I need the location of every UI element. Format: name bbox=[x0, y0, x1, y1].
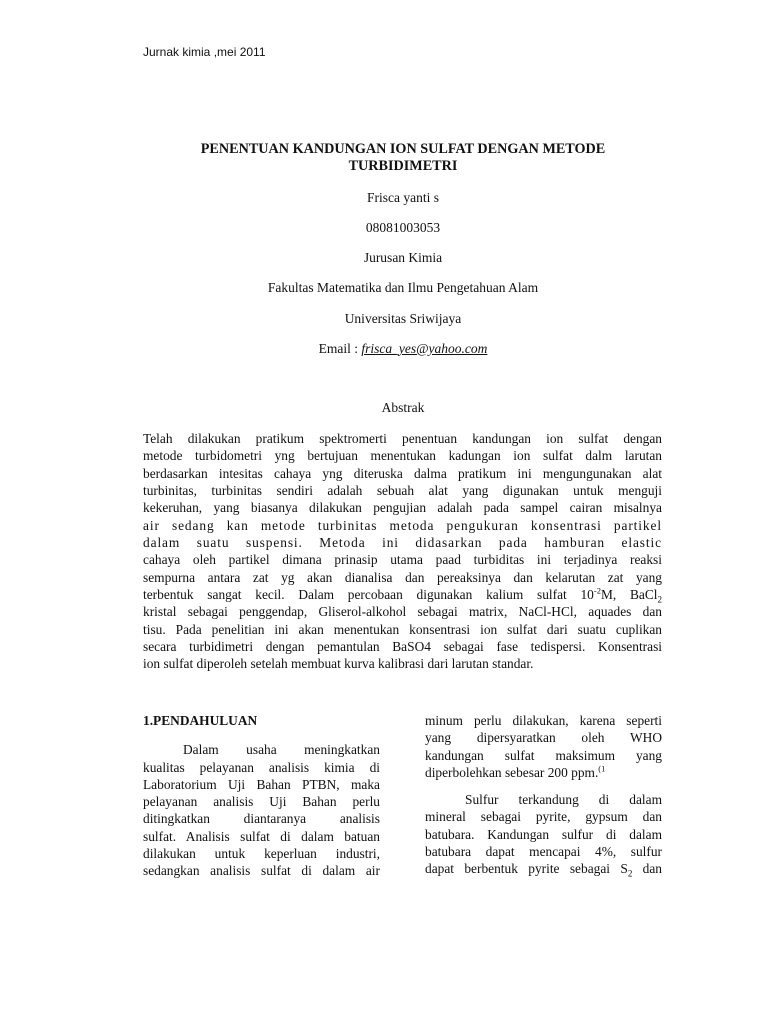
body-line-text: dapat berbentuk pyrite sebagai S bbox=[425, 861, 628, 877]
abstract-line: Telah dilakukan pratikum spektromerti penentuan kandungan ion sulfat dengan bbox=[143, 431, 662, 446]
abstract-line: berdasarkan intesitas cahaya yng diteruska dalma pratikum ini mengungunakan alat bbox=[143, 465, 662, 481]
abstract-body bbox=[143, 430, 662, 673]
abstract-line-text: terbentuk sangat kecil. Dalam percobaan digunakan kalium sulfat 10 bbox=[143, 587, 594, 603]
body-line bbox=[425, 764, 662, 781]
abstract-line bbox=[143, 586, 662, 603]
email-label: Email : bbox=[318, 341, 362, 356]
paper-title bbox=[143, 141, 663, 175]
email-link[interactable]: frisca_yes@yahoo.com bbox=[361, 341, 488, 356]
section-heading: 1.PENDAHULUAN bbox=[143, 713, 258, 728]
body-line: yang dipersyaratkan oleh WHO bbox=[425, 730, 662, 746]
abstract-line: sempurna antara zat yg akan dianalisa dan pereaksinya dan kelarutan zat yang bbox=[143, 569, 662, 585]
abstract-line: kristal sebagai penggendap, Gliserol-alkohol sebagai matrix, NaCl-HCl, aquades dan bbox=[143, 604, 662, 620]
body-line-text: diperbolehkan sebesar 200 ppm. bbox=[425, 764, 599, 780]
body-line bbox=[425, 860, 663, 880]
abstract-line: air sedang kan metode turbinitas metoda pengukuran konsentrasi partikel bbox=[143, 517, 662, 533]
body-line: Laboratorium Uji Bahan PTBN, maka bbox=[143, 776, 380, 792]
body-line: kualitas pelayanan analisis kimia di bbox=[143, 759, 380, 775]
exponent: -2 bbox=[593, 585, 601, 596]
abstract-line: cahaya oleh partikel dimana prinasip utama paad turbiditas ini terjadinya reaksi bbox=[143, 552, 662, 568]
body-line: batubara. Kandungan sulfur di dalam bbox=[425, 826, 662, 842]
title-line-1: PENENTUAN KANDUNGAN ION SULFAT DENGAN METODE bbox=[200, 141, 606, 157]
reference-marker: (1 bbox=[598, 763, 606, 774]
abstract-line: tisu. Pada penelitian ini akan menentukan konsentrasi ion sulfat dari suatu cuplikan bbox=[143, 621, 662, 637]
body-line: ditingkatkan diantaranya analisis bbox=[143, 811, 380, 827]
abstract-line: kekeruhan, yang biasanya dilakukan pengujian adalah pada sampel cairan misalnya bbox=[143, 500, 662, 516]
abstract-line: secara turbidimetri dengan pemantulan BaSO4 sebagai fase tedispersi. Konsentrasi bbox=[143, 639, 662, 655]
body-line-tail: dan bbox=[632, 861, 663, 877]
body-line: Sulfur terkandung di dalam bbox=[465, 792, 662, 808]
body-line: dilakukan untuk keperluan industri, bbox=[143, 846, 380, 862]
university: Universitas Sriwijaya bbox=[344, 311, 462, 326]
subscript: 2 bbox=[657, 594, 662, 605]
subscript: 2 bbox=[627, 869, 633, 880]
body-line: mineral sebagai pyrite, gypsum dan bbox=[425, 809, 662, 825]
abstract-line: dalam suatu suspensi. Metoda ini didasarkan pada hamburan elastic bbox=[143, 535, 662, 551]
abstract-line-tail: M, BaCl bbox=[600, 587, 658, 603]
abstract-line: turbinitas, turbinitas sendiri adalah sebuah alat yang digunakan untuk menguji bbox=[143, 483, 662, 499]
body-line: sedangkan analisis sulfat di dalam air bbox=[143, 863, 380, 879]
body-line: sulfat. Analisis sulfat di dalam batuan bbox=[143, 828, 380, 844]
right-column bbox=[425, 712, 662, 878]
body-line: pelayanan analisis Uji Bahan perlu bbox=[143, 794, 380, 810]
title-line-2: TURBIDIMETRI bbox=[348, 158, 458, 174]
body-line: kandungan sulfat maksimum yang bbox=[425, 747, 662, 763]
department: Jurusan Kimia bbox=[363, 250, 443, 265]
body-line: minum perlu dilakukan, karena seperti bbox=[425, 713, 662, 728]
abstract-heading: Abstrak bbox=[381, 400, 425, 415]
faculty: Fakultas Matematika dan Ilmu Pengetahuan Alam bbox=[267, 280, 539, 295]
body-line: Dalam usaha meningkatkan bbox=[183, 742, 380, 758]
author-name: Frisca yanti s bbox=[367, 190, 439, 205]
left-column bbox=[143, 712, 380, 880]
student-id: 08081003053 bbox=[365, 220, 441, 235]
email-line bbox=[143, 341, 663, 357]
abstract-line: metode turbidometri yng bertujuan menentukan kadungan ion sulfat dalm larutan bbox=[143, 448, 662, 464]
running-head: Jurnak kimia ,mei 2011 bbox=[143, 45, 266, 59]
abstract-line: ion sulfat diperoleh setelah membuat kurva kalibrasi dari larutan standar. bbox=[143, 656, 534, 672]
body-line: batubara dapat mencapai 4%, sulfur bbox=[425, 844, 662, 860]
